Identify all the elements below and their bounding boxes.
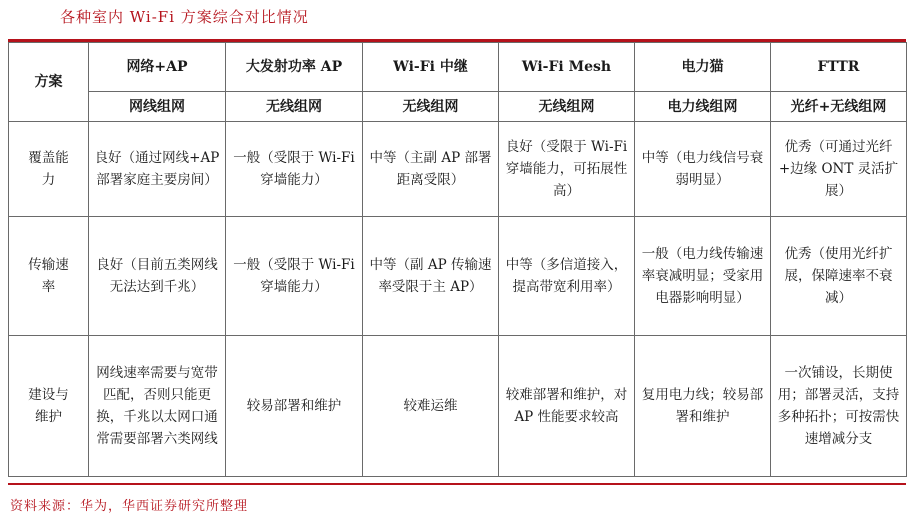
- col-header-type: 电力线组网: [635, 92, 771, 122]
- col-header-name: 大发射功率 AP: [226, 43, 363, 92]
- col-header-type: 无线组网: [363, 92, 499, 122]
- bottom-divider: [8, 483, 906, 485]
- table-cell: 网线速率需要与宽带匹配，否则只能更换，千兆以太网口通常需要部署六类网线: [89, 336, 226, 477]
- row-label: 覆盖能力: [9, 122, 89, 217]
- table-cell: 较易部署和维护: [226, 336, 363, 477]
- table-cell: 中等（多信道接入，提高带宽利用率）: [499, 217, 635, 336]
- col-header-name: FTTR: [771, 43, 907, 92]
- table-cell: 较难运维: [363, 336, 499, 477]
- table-cell: 一般（受限于 Wi-Fi 穿墙能力）: [226, 217, 363, 336]
- table-row: [9, 336, 907, 477]
- page-title: 各种室内 Wi-Fi 方案综合对比情况: [60, 8, 309, 26]
- table-cell: 较难部署和维护，对 AP 性能要求较高: [499, 336, 635, 477]
- table-cell: 优秀（可通过光纤+边缘 ONT 灵活扩展）: [771, 122, 907, 217]
- header-row-types: [9, 92, 907, 122]
- col-header-type: 网线组网: [89, 92, 226, 122]
- table-cell: 一般（受限于 Wi-Fi 穿墙能力）: [226, 122, 363, 217]
- table-cell: 复用电力线；较易部署和维护: [635, 336, 771, 477]
- col-header-type: 无线组网: [499, 92, 635, 122]
- table-cell: 中等（主副 AP 部署距离受限）: [363, 122, 499, 217]
- source-note: 资料来源：华为，华西证券研究所整理: [10, 499, 249, 514]
- col-header-name: 网络+AP: [89, 43, 226, 92]
- table-cell: 一般（电力线传输速率衰减明显；受家用电器影响明显）: [635, 217, 771, 336]
- table-row: [9, 217, 907, 336]
- corner-header: 方案: [9, 43, 89, 122]
- header-row-names: [9, 43, 907, 92]
- comparison-table: [8, 42, 907, 477]
- row-label: 建设与维护: [9, 336, 89, 477]
- col-header-name: Wi-Fi 中继: [363, 43, 499, 92]
- table-row: [9, 122, 907, 217]
- table-cell: 良好（目前五类网线无法达到千兆）: [89, 217, 226, 336]
- table-cell: 良好（通过网线+AP 部署家庭主要房间）: [89, 122, 226, 217]
- table-cell: 一次铺设，长期使用；部署灵活，支持多种拓扑；可按需快速增减分支: [771, 336, 907, 477]
- col-header-name: 电力猫: [635, 43, 771, 92]
- table-cell: 良好（受限于 Wi-Fi 穿墙能力，可拓展性高）: [499, 122, 635, 217]
- row-label: 传输速率: [9, 217, 89, 336]
- col-header-type: 无线组网: [226, 92, 363, 122]
- col-header-name: Wi-Fi Mesh: [499, 43, 635, 92]
- table-cell: 中等（电力线信号衰弱明显）: [635, 122, 771, 217]
- table-cell: 中等（副 AP 传输速率受限于主 AP）: [363, 217, 499, 336]
- table-cell: 优秀（使用光纤扩展，保障速率不衰减）: [771, 217, 907, 336]
- col-header-type: 光纤+无线组网: [771, 92, 907, 122]
